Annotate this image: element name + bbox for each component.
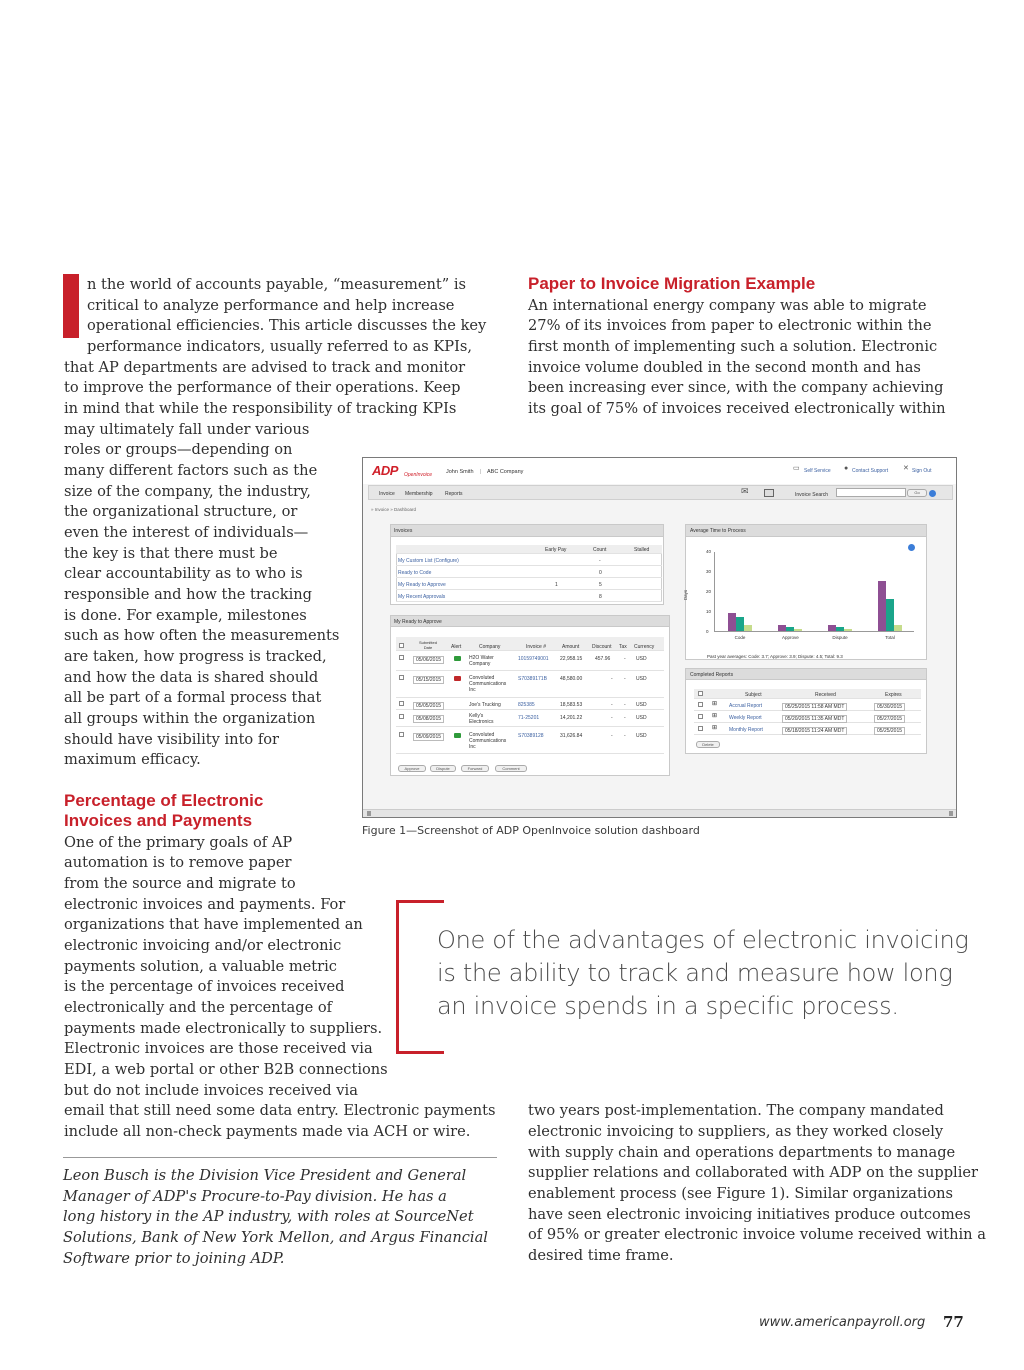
y-tick-label: 0 [706,629,709,634]
column-header: Invoice # [526,644,547,650]
alert-flag-icon [454,733,461,738]
expires-date: 05/25/2015 [874,727,905,735]
author-bio-line: Solutions, Bank of New York Mellon, and Argus Financial [63,1229,488,1246]
text-line: should have visibility into for [64,731,280,748]
column-header: Currency [634,644,655,650]
bar-total-series-1 [878,581,886,631]
text-line: supplier relations and collaborated with ADP on the supplier [528,1164,978,1181]
invoice-link[interactable]: 71-25201 [518,715,540,721]
text-line: of 95% or greater electronic invoice volume received within a [528,1226,986,1243]
close-icon: ✕ [903,465,909,472]
column-header: Subject [745,692,762,698]
approve-button[interactable]: Approve [398,765,426,772]
invoices-panel-header [391,525,663,537]
text-line: its goal of 75% of invoices received electronically within [528,400,946,417]
text-line: and how the data is shared should [64,669,319,686]
text-line: EDI, a web portal or other B2B connections [64,1061,388,1078]
chart-note: Past year averages: Code: 3.7; Approve: 3.9; Dispute: 4.5; Total: 9.3 [707,654,843,659]
tab-invoice[interactable]: Invoice [379,491,395,497]
text-line: invoice volume doubled in the second month and has [528,359,921,376]
adp-logo: ADP [372,463,398,478]
sign-out-link[interactable]: Sign Out [912,468,932,474]
report-link[interactable]: Accrual Report [729,703,763,709]
row-checkbox[interactable] [399,675,404,680]
scroll-right-icon[interactable] [949,811,953,816]
tab-reports[interactable]: Reports [445,491,463,497]
help-icon[interactable] [929,490,936,497]
go-button[interactable]: Go [907,489,927,497]
invoice-search-label: Invoice Search [795,492,829,498]
amount: 18,583.53 [560,702,583,708]
received-date: 05/25/2015 11:58 AM MDT [782,703,847,711]
text-line: to improve the performance of their operations. Keep [64,379,461,396]
row-checkbox[interactable] [698,714,703,719]
amount: 22,958.15 [560,656,583,662]
bar-dispute-series-2 [836,627,844,631]
section-heading: Paper to Invoice Migration Example [528,274,816,293]
chart-icon[interactable] [764,489,774,497]
text-line: critical to analyze performance and help increase [87,297,455,314]
text-line: electronic invoices and payments. For [64,896,346,913]
invoice-link[interactable]: S70389128 [518,733,544,739]
pull-quote-line: an invoice spends in a specific process. [437,992,899,1020]
text-line: from the source and migrate to [64,875,296,892]
dashboard-screenshot [362,457,957,818]
column-header: Received [815,692,836,698]
text-line: first month of implementing such a solution. Electronic [528,338,938,355]
submitted-date: 05/15/2015 [413,676,444,684]
invoice-link[interactable]: 10159749001 [518,656,549,662]
amount: 14,201.22 [560,715,583,721]
column-header: Early Pay [545,547,567,553]
text-line: responsible and how the tracking [64,586,312,603]
submitted-date: 05/08/2015 [413,715,444,723]
y-tick-label: 30 [706,569,712,574]
y-tick-label: 40 [706,549,712,554]
x-tick-label: Approve [782,635,799,640]
row-checkbox[interactable] [698,702,703,707]
text-line: electronically and the percentage of [64,999,333,1016]
currency: USD [636,656,647,662]
currency: USD [636,676,647,682]
text-line: may ultimately fall under various [64,421,310,438]
bar-total-series-3 [894,625,902,631]
product-name: OpenInvoice [404,472,433,478]
text-line: automation is to remove paper [64,854,292,871]
column-header: Expires [885,692,902,698]
text-line: electronic invoicing and/or electronic [64,937,342,954]
row-label[interactable]: My Recent Approvals [398,594,446,600]
horizontal-scrollbar[interactable] [363,809,957,818]
author-bio-line: long history in the AP industry, with roles at SourceNet [63,1208,474,1225]
text-line: One of the primary goals of AP [64,834,293,851]
submitted-date: 05/06/2015 [413,656,444,664]
text-line: but do not include invoices received via [64,1082,358,1099]
text-line: with supply chain and operations departments to manage [528,1144,956,1161]
row-checkbox[interactable] [399,655,404,660]
bar-approve-series-3 [794,629,802,631]
alert-flag-icon [454,676,461,681]
company-link[interactable]: Convoluted Communications Inc [469,675,507,693]
bar-code-series-3 [744,625,752,631]
text-line: desired time frame. [528,1247,674,1264]
column-header: Amount [562,644,580,650]
table-header [396,545,662,554]
bar-total-series-2 [886,599,894,631]
text-line: Electronic invoices are those received via [64,1040,373,1057]
expires-date: 05/30/2015 [874,703,905,711]
text-line: such as how often the measurements [64,627,340,644]
x-tick-label: Code [734,635,746,640]
text-line: are taken, how progress is tracked, [64,648,327,665]
tax: - [624,676,626,682]
chart-plot-area [706,549,914,640]
text-line: operational efficiencies. This article discusses the key [87,317,487,334]
text-line: that AP departments are advised to track and monitor [64,359,466,376]
tax: - [624,733,626,739]
text-line: all be part of a formal process that [64,689,322,706]
user-name: John Smith [446,469,474,475]
tab-membership[interactable]: Membership [405,491,433,497]
text-line: organizations that have implemented an [64,916,363,933]
discount: - [611,733,613,739]
separator: | [480,469,482,475]
expand-icon[interactable]: ⊞ [712,701,718,707]
row-checkbox[interactable] [399,732,404,737]
column-header: Company [479,644,501,650]
divider [63,1157,497,1158]
discount: - [611,715,613,721]
submitted-date: 05/05/2015 [413,702,444,710]
text-line: have seen electronic invoicing initiatives produce outcomes [528,1206,971,1223]
currency: USD [636,733,647,739]
select-all-checkbox[interactable] [698,691,703,696]
company-link[interactable]: Convoluted Communications Inc [469,732,507,750]
text-line: the key is that there must be [64,545,278,562]
section-heading: Invoices and Payments [64,811,253,830]
text-line: two years post-implementation. The company mandated [528,1102,944,1119]
text-line: 27% of its invoices from paper to electronic within the [528,317,932,334]
section-heading: Percentage of Electronic [64,791,264,810]
text-line: the organizational structure, or [64,503,298,520]
text-line: electronic invoicing to suppliers, as they worked closely [528,1123,944,1140]
currency: USD [636,715,647,721]
bar-code-series-1 [728,613,736,631]
amount: 31,626.84 [560,733,583,739]
text-line: email that still need some data entry. Electronic payments [64,1102,496,1119]
panel-title: My Ready to Approve [394,619,442,625]
column-header: Submitted Date [418,640,437,650]
y-tick-label: 20 [706,589,712,594]
expires-date: 05/27/2015 [874,715,905,723]
x-tick-label: Total [885,635,895,640]
row-label[interactable]: Ready to Code [398,570,432,576]
text-line: clear accountability as to who is [64,565,303,582]
row-count: 0 [599,570,602,576]
panel-title: Invoices [394,528,413,534]
received-date: 05/18/2015 11:24 AM MDT [782,727,847,735]
text-line: maximum efficacy. [64,751,201,768]
breadcrumb[interactable]: » Invoice » Dashboard [371,507,417,512]
text-line: roles or groups—depending on [64,441,293,458]
text-line: in mind that while the responsibility of tracking KPIs [64,400,457,417]
column-header: Discount [592,644,612,650]
scroll-left-icon[interactable] [367,811,371,816]
invoice-search-input[interactable] [836,488,906,497]
text-line: n the world of accounts payable, “measurement” is [87,276,466,293]
text-line: performance indicators, usually referred to as KPIs, [87,338,473,355]
amount: 48,580.00 [560,676,583,682]
page-number: 77 [943,1313,964,1331]
company-link[interactable]: H2O Water Company [469,655,494,667]
row-early: 1 [555,582,558,588]
footer-url[interactable]: www.americanpayroll.org [759,1315,926,1330]
row-label[interactable]: My Custom List (Configure) [398,558,459,564]
text-line: all groups within the organization [64,710,316,727]
author-bio-line: Manager of ADP's Procure-to-Pay division. He has a [63,1188,447,1205]
dispute-button[interactable]: Dispute [430,765,456,772]
chart-help-icon[interactable] [908,544,915,551]
invoice-link[interactable]: 825385 [518,702,535,708]
row-count: - [599,558,601,564]
report-link[interactable]: Monthly Report [729,727,763,733]
tax: - [624,715,626,721]
discount: - [611,702,613,708]
text-line: include all non-check payments made via ACH or wire. [64,1123,471,1140]
self-service-link[interactable]: Self Service [804,468,831,474]
discount: - [611,676,613,682]
text-line: payments made electronically to suppliers. [64,1020,383,1037]
submitted-date: 05/09/2015 [413,733,444,741]
figure-caption: Figure 1—Screenshot of ADP OpenInvoice solution dashboard [362,824,700,837]
bar-approve-series-1 [778,625,786,631]
text-line: payments solution, a valuable metric [64,958,337,975]
expand-icon[interactable]: ⊞ [712,725,718,731]
row-checkbox[interactable] [399,714,404,719]
column-header: Alert [451,644,462,650]
invoice-link[interactable]: S70389171B [518,676,547,682]
x-tick-label: Dispute [832,635,848,640]
column-header: Tax [619,644,627,650]
mail-icon[interactable]: ✉ [741,486,749,496]
row-checkbox[interactable] [399,701,404,706]
chat-icon: ● [844,465,849,472]
chart-title: Average Time to Process [690,528,746,534]
pull-quote-line: is the ability to track and measure how long [437,959,953,987]
company-name: ABC Company [487,469,524,475]
row-count: 8 [599,594,602,600]
tax: - [624,656,626,662]
tax: - [624,702,626,708]
drop-cap-bar [63,274,79,338]
currency: USD [636,702,647,708]
author-bio-line: Software prior to joining ADP. [63,1250,285,1267]
expand-icon[interactable]: ⊞ [712,713,718,719]
row-label[interactable]: My Ready to Approve [398,582,446,588]
text-line: is done. For example, milestones [64,607,307,624]
panel-title: Completed Reports [690,672,734,678]
alert-flag-icon [454,656,461,661]
text-line: enablement process (see Figure 1). Similar organizations [528,1185,954,1202]
text-line: been increasing ever since, with the company achieving [528,379,944,396]
column-header: Stalled [634,547,650,553]
text-line: many different factors such as the [64,462,318,479]
row-checkbox[interactable] [698,726,703,731]
pull-quote-line: One of the advantages of electronic invoicing [437,926,969,954]
contact-support-link[interactable]: Contact Support [852,468,889,474]
company-link[interactable]: Joe's Trucking [469,702,501,708]
bar-code-series-2 [736,617,744,631]
book-icon: ▭ [793,465,800,472]
y-tick-label: 10 [706,609,712,614]
delete-button[interactable]: Delete [696,741,720,748]
author-bio-line: Leon Busch is the Division Vice President and General [63,1167,467,1184]
bar-dispute-series-3 [844,629,852,631]
discount: 457.96 [595,656,611,662]
report-link[interactable]: Weekly Report [729,715,762,721]
y-axis-label: Days [683,589,689,601]
forward-button[interactable]: Forward [461,765,489,772]
bar-dispute-series-1 [828,625,836,631]
bar-approve-series-2 [786,627,794,631]
text-line: is the percentage of invoices received [64,978,345,995]
company-link[interactable]: Kelly's Electronics [469,713,494,725]
text-line: even the interest of individuals— [64,524,309,541]
row-count: 5 [599,582,602,588]
table-row[interactable] [396,566,662,578]
text-line: An international energy company was able to migrate [528,297,927,314]
received-date: 05/20/2015 11:35 AM MDT [782,715,847,723]
select-all-checkbox[interactable] [399,643,404,648]
comment-button[interactable]: Comment [495,765,527,772]
text-line: size of the company, the industry, [64,483,311,500]
column-header: Count [593,547,607,553]
